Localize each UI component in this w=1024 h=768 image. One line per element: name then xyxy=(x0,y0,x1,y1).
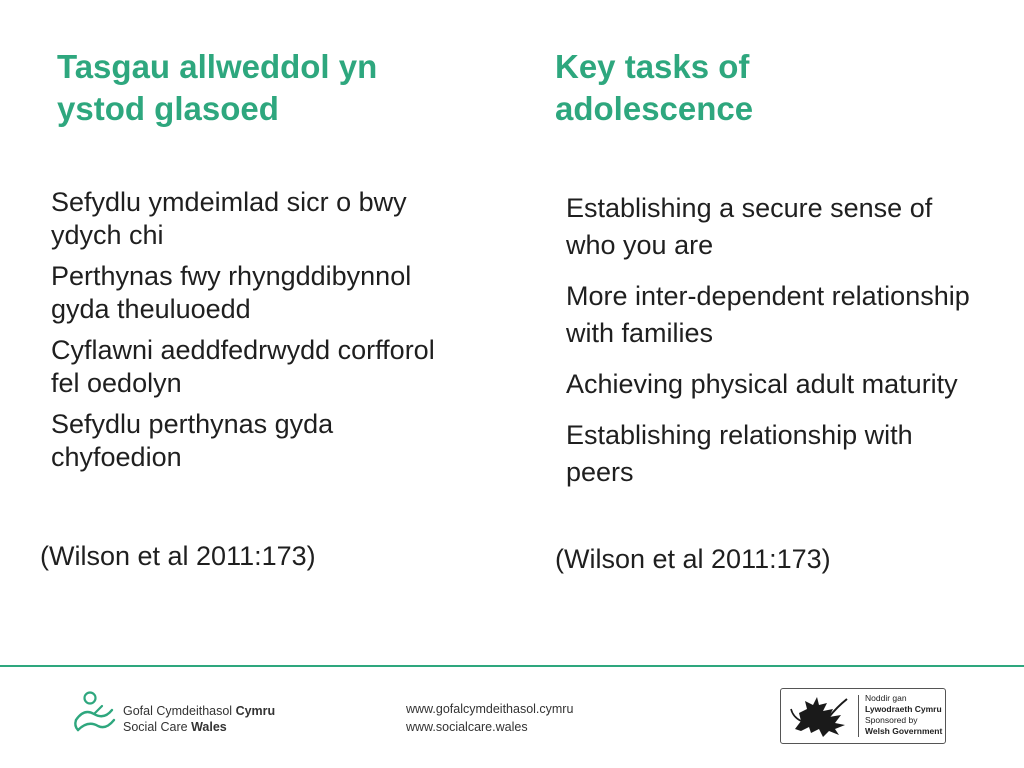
footer-divider xyxy=(0,665,1024,667)
welsh-title: Tasgau allweddol yn ystod glasoed xyxy=(57,48,378,127)
english-task-list xyxy=(566,190,986,505)
welsh-task-list xyxy=(51,186,451,482)
badge-line-3: Sponsored by xyxy=(865,715,918,725)
list-item: Cyflawni aeddfedrwydd corfforol fel oedolyn xyxy=(51,335,435,398)
footer-urls xyxy=(406,700,573,736)
welsh-citation: (Wilson et al 2011:173) xyxy=(40,541,316,571)
list-item: Establishing a secure sense of who you are xyxy=(566,193,933,260)
welsh-dragon-icon xyxy=(789,693,851,739)
list-item: Establishing relationship with peers xyxy=(566,420,913,487)
english-citation: (Wilson et al 2011:173) xyxy=(555,544,831,574)
org-name-english-bold: Wales xyxy=(191,720,227,734)
org-name-english: Social Care xyxy=(123,720,192,734)
org-name-welsh: Gofal Cymdeithasol xyxy=(123,704,236,718)
social-care-wales-logo-icon xyxy=(72,690,118,738)
list-item: Sefydlu ymdeimlad sicr o bwy ydych chi xyxy=(51,187,407,250)
org-logo xyxy=(72,690,302,740)
badge-separator xyxy=(858,695,859,737)
badge-line-4: Welsh Government xyxy=(865,726,943,736)
english-title: Key tasks of adolescence xyxy=(555,48,754,127)
org-name-welsh-bold: Cymru xyxy=(235,704,276,718)
badge-line-1: Noddir gan xyxy=(865,693,907,703)
badge-line-2: Lywodraeth Cymru xyxy=(865,704,942,714)
english-url: www.socialcare.wales xyxy=(406,720,528,734)
list-item: More inter-dependent relationship with families xyxy=(566,281,970,348)
badge-text xyxy=(865,693,942,737)
welsh-government-badge xyxy=(780,688,946,744)
list-item: Perthynas fwy rhyngddibynnol gyda theuluoedd xyxy=(51,261,412,324)
welsh-url: www.gofalcymdeithasol.cymru xyxy=(406,702,574,716)
org-name xyxy=(123,703,275,735)
list-item: Sefydlu perthynas gyda chyfoedion xyxy=(51,409,334,472)
list-item: Achieving physical adult maturity xyxy=(566,369,958,399)
